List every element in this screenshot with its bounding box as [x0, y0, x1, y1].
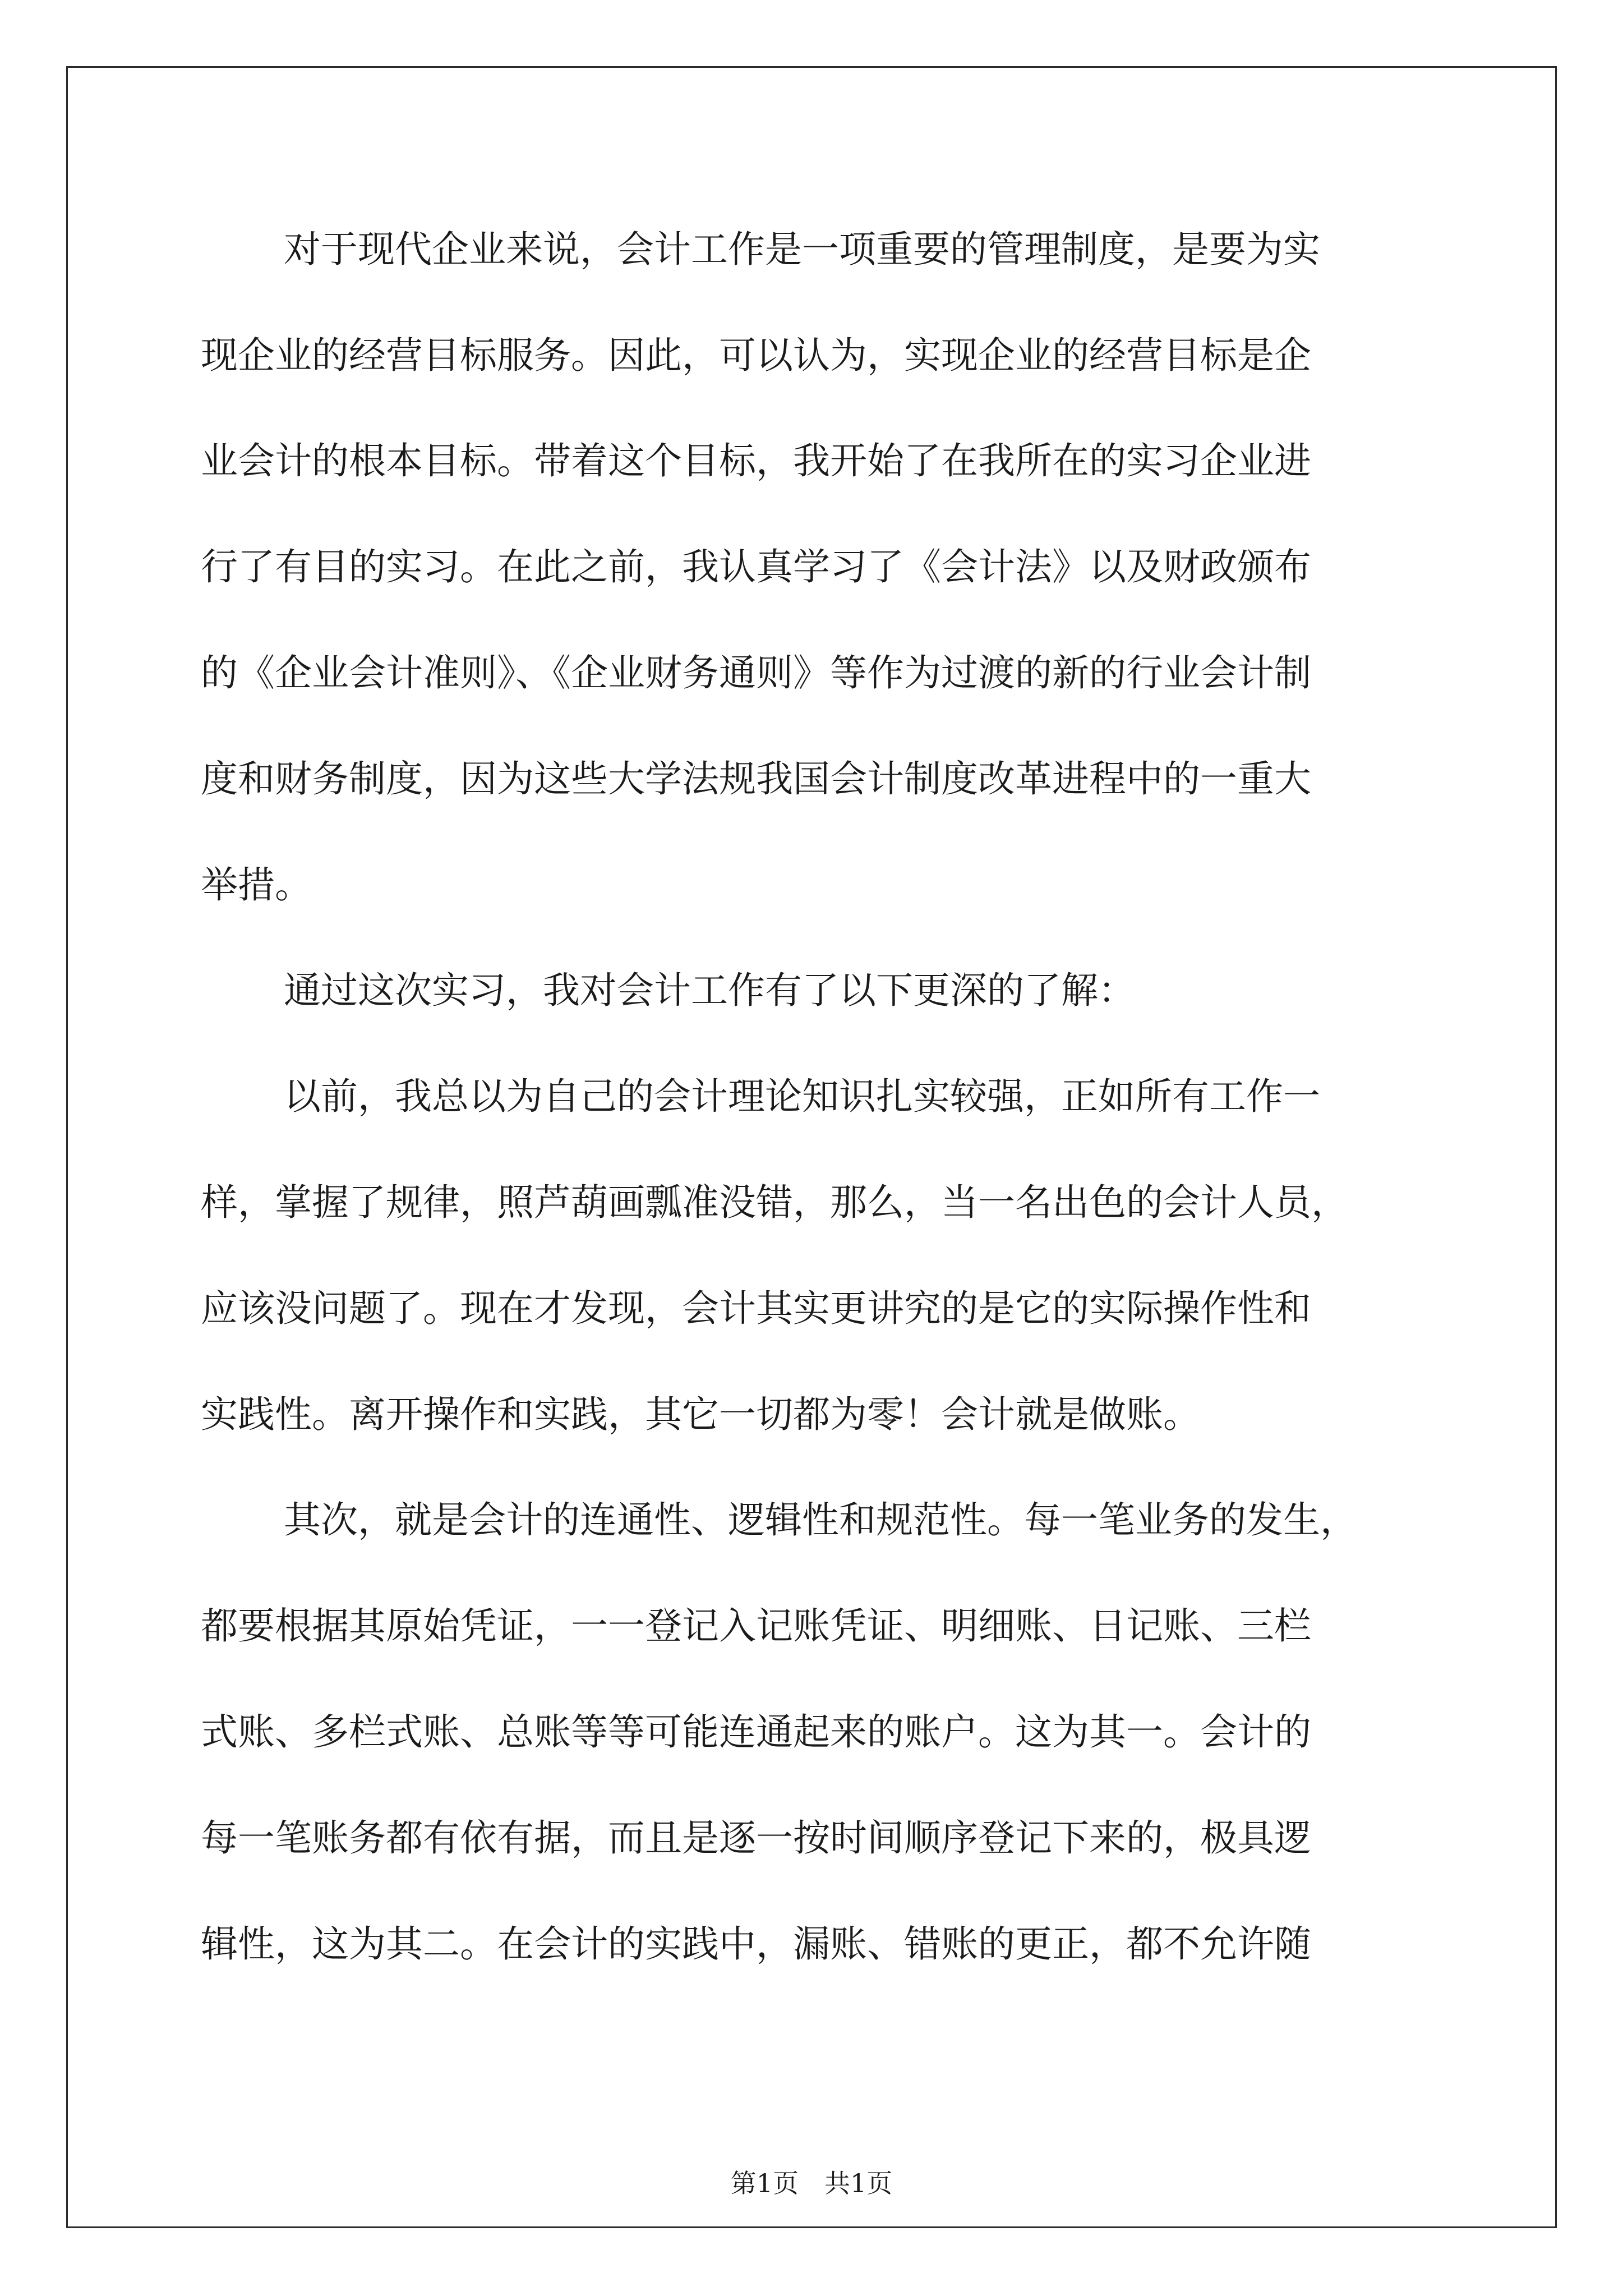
text-line: 业会计的根本目标。带着这个目标，我开始了在我所在的实习企业进: [201, 439, 1311, 482]
text-line: 辑性，这为其二。在会计的实践中，漏账、错账的更正，都不允许随: [201, 1922, 1311, 1966]
text-line: 度和财务制度，因为这些大学法规我国会计制度改革进程中的一重大: [201, 757, 1311, 800]
text-line: 样，掌握了规律，照芦葫画瓢准没错，那么，当一名出色的会计人员，: [201, 1181, 1348, 1224]
text-line: 通过这次实习，我对会计工作有了以下更深的了解：: [284, 969, 1135, 1012]
text-line: 每一笔账务都有依有据，而且是逐一按时间顺序登记下来的，极具逻: [201, 1816, 1311, 1860]
text-line: 以前，我总以为自己的会计理论知识扎实较强，正如所有工作一: [284, 1075, 1320, 1118]
text-line: 举措。: [201, 863, 312, 907]
page-number-footer: 第1页 共1页: [730, 2168, 893, 2198]
text-line: 实践性。离开操作和实践，其它一切都为零！会计就是做账。: [201, 1393, 1200, 1436]
text-line: 其次，就是会计的连通性、逻辑性和规范性。每一笔业务的发生，: [284, 1498, 1357, 1542]
page-border: [66, 66, 1557, 2228]
text-line: 都要根据其原始凭证，一一登记入记账凭证、明细账、日记账、三栏: [201, 1604, 1311, 1648]
text-line: 对于现代企业来说，会计工作是一项重要的管理制度，是要为实: [284, 228, 1320, 271]
text-line: 行了有目的实习。在此之前，我认真学习了《会计法》以及财政颁布: [201, 545, 1311, 588]
text-line: 式账、多栏式账、总账等等可能连通起来的账户。这为其一。会计的: [201, 1710, 1311, 1754]
text-line: 应该没问题了。现在才发现，会计其实更讲究的是它的实际操作性和: [201, 1287, 1311, 1330]
text-line: 现企业的经营目标服务。因此，可以认为，实现企业的经营目标是企: [201, 334, 1311, 377]
text-line: 的《企业会计准则》、《企业财务通则》等作为过渡的新的行业会计制: [201, 651, 1311, 694]
